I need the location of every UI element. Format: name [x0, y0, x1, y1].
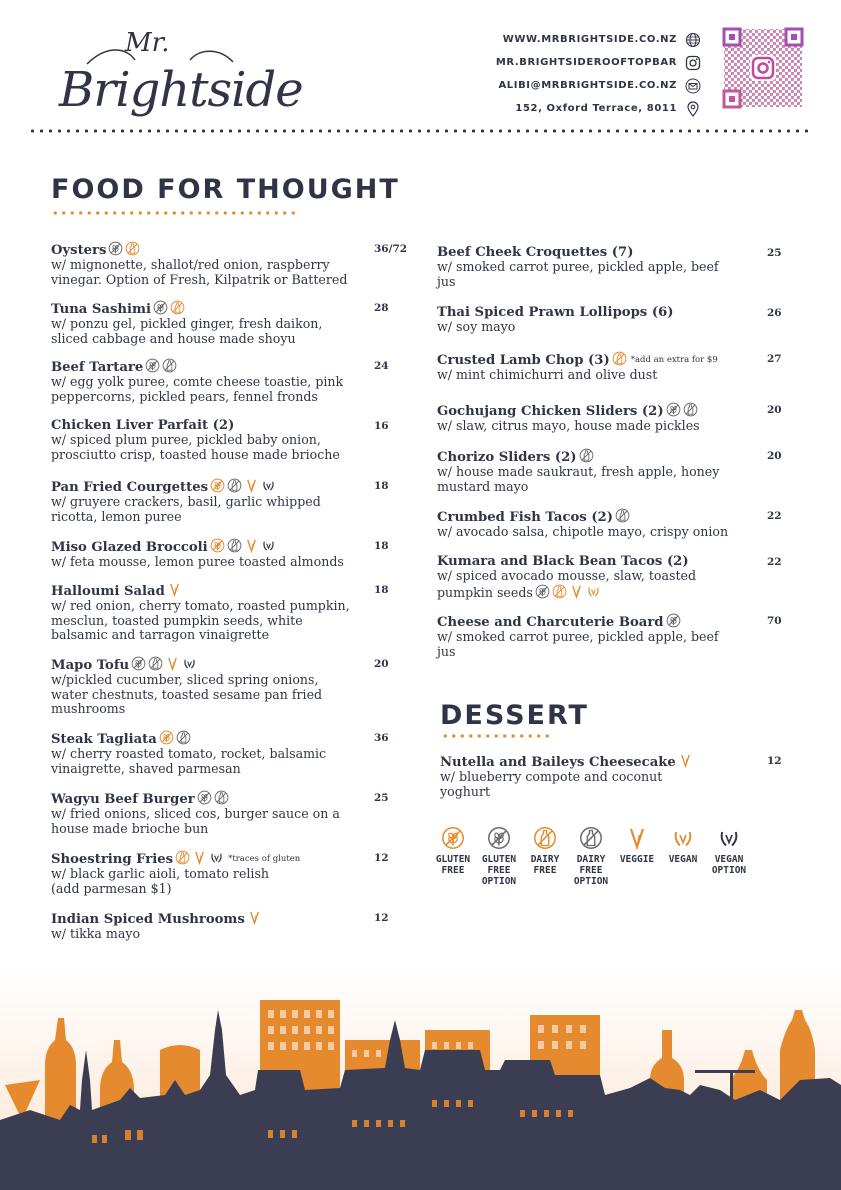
- veggie-icon: [167, 582, 182, 597]
- city-skyline-illustration: [0, 970, 841, 1190]
- dietary-tags: [678, 753, 693, 768]
- menu-item-name-row: [440, 753, 740, 770]
- menu-item-name: Tuna Sashimi: [51, 302, 151, 317]
- dietary-tags: [666, 402, 698, 417]
- veggie-icon: [247, 910, 262, 925]
- veggie-icon: [192, 850, 207, 865]
- menu-item-name: Chorizo Sliders (2): [437, 450, 577, 465]
- menu-item-description: w/ avocado salsa, chipotle mayo, crispy onion: [437, 524, 729, 539]
- dairy-free-icon: [125, 241, 140, 256]
- menu-item-name-row: [437, 245, 737, 260]
- menu-item-price: 16: [374, 420, 389, 432]
- menu-item-price: 22: [767, 510, 782, 522]
- legend-label: OPTION: [481, 876, 517, 887]
- dietary-tags: [579, 448, 594, 463]
- legend-item-df: [524, 826, 566, 887]
- dairy-free-option-icon: [162, 358, 177, 373]
- menu-item: [51, 241, 369, 287]
- dietary-tags: [153, 300, 185, 315]
- menu-item: [437, 305, 737, 335]
- vegan-option-icon: [261, 538, 276, 553]
- veggie-icon: [569, 584, 584, 599]
- contact-instagram[interactable]: [496, 51, 701, 74]
- menu-item-name-row: [51, 358, 369, 375]
- menu-item-name: Cheese and Charcuterie Board: [437, 615, 664, 630]
- menu-item-name-row: [437, 402, 737, 419]
- menu-item: [437, 402, 737, 434]
- menu-item-name-row: [51, 656, 369, 673]
- menu-item: [51, 850, 369, 896]
- dairy-free-icon: [612, 351, 627, 366]
- menu-item-description: w/ spiced plum puree, pickled baby onion,: [51, 432, 321, 447]
- legend-item-veg: [616, 826, 658, 887]
- menu-item-price: 20: [374, 658, 389, 670]
- dairy-free-option-icon: [683, 402, 698, 417]
- dairy-free-icon: [552, 584, 567, 599]
- dietary-tags: [666, 613, 681, 628]
- legend-label: VEGGIE: [619, 854, 655, 865]
- legend-label: FREE: [441, 865, 465, 876]
- menu-item-price: 26: [767, 307, 782, 319]
- menu-item-name: Crusted Lamb Chop (3): [437, 353, 610, 368]
- menu-item-price: 22: [767, 556, 782, 568]
- food-heading-underline: [51, 211, 299, 215]
- dietary-tags: [615, 508, 630, 523]
- gluten-free-option-icon: [153, 300, 168, 315]
- menu-item-description: ricotta, lemon puree: [51, 508, 182, 524]
- legend-label: VEGAN: [714, 854, 744, 865]
- dairy-free-icon: [533, 826, 557, 850]
- legend-label: FREE: [579, 865, 603, 876]
- veggie-icon: [165, 656, 180, 671]
- contact-email[interactable]: [496, 74, 701, 97]
- menu-item-description: w/ red onion, cherry tomato, roasted pumpkin,: [51, 598, 350, 613]
- dietary-tags: [131, 656, 197, 671]
- legend-item-dfo: [570, 826, 612, 887]
- menu-item: [51, 358, 369, 404]
- legend-label: GLUTEN: [435, 854, 471, 865]
- menu-item-description: yoghurt: [440, 783, 491, 799]
- dairy-free-option-icon: [148, 656, 163, 671]
- menu-item-name: Wagyu Beef Burger: [51, 792, 195, 807]
- gluten-free-option-icon: [145, 358, 160, 373]
- menu-item-price: 12: [374, 852, 389, 864]
- menu-item-description: w/ spiced avocado mousse, slaw, toasted: [437, 568, 697, 583]
- menu-item-name-row: [437, 508, 737, 525]
- legend-item-gf: [432, 826, 474, 887]
- menu-item-name-row: [51, 418, 369, 433]
- menu-item-description: pumpkin seeds: [437, 584, 737, 601]
- veggie-icon: [625, 826, 649, 850]
- menu-item: [437, 613, 737, 659]
- veggie-icon: [244, 538, 259, 553]
- menu-item-description: jus: [437, 273, 456, 289]
- gluten-free-option-icon: [666, 613, 681, 628]
- dietary-tags: [159, 730, 191, 745]
- menu-item-name-row: [437, 305, 737, 320]
- gluten-free-option-icon: [535, 584, 550, 599]
- menu-item: [51, 418, 369, 462]
- header-divider: [28, 129, 813, 133]
- menu-item-name: Halloumi Salad: [51, 584, 165, 599]
- menu-item-name-row: [51, 730, 369, 747]
- dessert-heading: DESSERT: [440, 700, 589, 731]
- legend-item-gfo: [478, 826, 520, 887]
- dietary-tags: [167, 582, 182, 597]
- menu-item-description: balsamic and tarragon vinaigrette: [51, 627, 270, 642]
- menu-item-description: w/ cherry roasted tomato, rocket, balsamic: [51, 746, 327, 761]
- dietary-tags: [210, 538, 276, 553]
- menu-item-description: house made brioche bun: [51, 820, 209, 836]
- gluten-free-icon: [210, 538, 225, 553]
- menu-item-note: *add an extra for $9: [630, 355, 718, 365]
- dairy-free-option-icon: [176, 730, 191, 745]
- gluten-free-option-icon: [487, 826, 511, 850]
- menu-item-description: water chestnuts, toasted sesame pan fried: [51, 686, 323, 702]
- menu-item: [51, 538, 369, 570]
- menu-item-name-row: [51, 850, 369, 867]
- menu-item: [437, 245, 737, 289]
- menu-item-description: vinegar. Option of Fresh, Kilpatrik or Battered: [51, 271, 348, 287]
- menu-item-name: Kumara and Black Bean Tacos (2): [437, 554, 689, 569]
- menu-item-name: Chicken Liver Parfait (2): [51, 418, 235, 433]
- menu-item-description: w/ slaw, citrus mayo, house made pickles: [437, 418, 700, 433]
- menu-item-description: mustard mayo: [437, 478, 529, 494]
- menu-item-price: 27: [767, 353, 782, 365]
- dietary-tags: [612, 351, 627, 366]
- menu-item: [51, 478, 369, 524]
- menu-item-price: 25: [767, 247, 782, 259]
- menu-item-name: Oysters: [51, 243, 107, 258]
- menu-item-name: Mapo Tofu: [51, 658, 130, 673]
- menu-item-description: w/ soy mayo: [437, 319, 516, 334]
- menu-item-description: mushrooms: [51, 701, 126, 716]
- dietary-tags: [197, 790, 229, 805]
- menu-item-name-row: [51, 790, 369, 807]
- menu-item: [51, 910, 369, 942]
- dairy-free-option-icon: [214, 790, 229, 805]
- dietary-tags: [175, 850, 224, 865]
- menu-item-description: w/ ponzu gel, pickled ginger, fresh daikon,: [51, 316, 323, 331]
- menu-item-description: vinaigrette, shaved parmesan: [51, 760, 241, 776]
- location-pin-icon: [685, 101, 701, 117]
- dairy-free-option-icon: [615, 508, 630, 523]
- vegan-icon: [586, 584, 601, 599]
- menu-item-name-row: [437, 613, 737, 630]
- menu-item-description: w/ mint chimichurri and olive dust: [437, 367, 658, 382]
- logo-name: Brightside: [59, 62, 303, 118]
- dairy-free-icon: [170, 300, 185, 315]
- menu-item: [51, 730, 369, 776]
- menu-item: [51, 656, 369, 717]
- dairy-free-option-icon: [579, 826, 603, 850]
- contact-website[interactable]: [496, 28, 701, 51]
- vegan-option-icon: [182, 656, 197, 671]
- menu-item-name-row: [51, 478, 369, 495]
- email-text: ALIBI@MRBRIGHTSIDE.CO.NZ: [498, 80, 677, 91]
- menu-item-description: w/ black garlic aioli, tomato relish: [51, 866, 270, 881]
- menu-item-price: 70: [767, 615, 782, 627]
- vegan-option-icon: [717, 826, 741, 850]
- dietary-tags: [535, 584, 601, 599]
- menu-item: [440, 753, 740, 799]
- globe-icon: [685, 32, 701, 48]
- contact-info: [496, 28, 701, 120]
- legend-label: DAIRY: [576, 854, 606, 865]
- instagram-text: MR.BRIGHTSIDEROOFTOPBAR: [495, 57, 677, 68]
- menu-item-description: (add parmesan $1): [51, 880, 172, 896]
- gluten-free-icon: [210, 478, 225, 493]
- menu-item-price: 28: [374, 302, 389, 314]
- menu-item-price: 18: [374, 480, 389, 492]
- vegan-icon: [671, 826, 695, 850]
- dietary-tags: [108, 241, 140, 256]
- dairy-free-option-icon: [227, 478, 242, 493]
- menu-item: [437, 508, 737, 540]
- brand-logo: [55, 28, 303, 128]
- dairy-free-option-icon: [579, 448, 594, 463]
- legend-label: VEGAN: [668, 854, 698, 865]
- menu-item-name: Beef Cheek Croquettes (7): [437, 245, 634, 260]
- menu-item-name-row: [51, 538, 369, 555]
- menu-item-name-row: [51, 582, 369, 599]
- legend-label: FREE: [533, 865, 557, 876]
- legend-label: OPTION: [711, 865, 747, 876]
- menu-item-name: Thai Spiced Prawn Lollipops (6): [437, 305, 674, 320]
- menu-item-price: 20: [767, 450, 782, 462]
- menu-item-description: w/ house made saukraut, fresh apple, honey: [437, 464, 720, 479]
- legend-label: FREE: [487, 865, 511, 876]
- menu-item-price: 12: [767, 755, 782, 767]
- menu-item-name-row: [437, 554, 737, 569]
- website-text: WWW.MRBRIGHTSIDE.CO.NZ: [502, 34, 677, 45]
- menu-item-description: jus: [437, 643, 456, 659]
- menu-item-name: Crumbed Fish Tacos (2): [437, 510, 613, 525]
- contact-address: [496, 97, 701, 120]
- menu-item-name: Gochujang Chicken Sliders (2): [437, 404, 664, 419]
- mail-icon: [685, 78, 701, 94]
- menu-item-description: sliced cabbage and house made shoyu: [51, 330, 296, 346]
- instagram-icon: [685, 55, 701, 71]
- menu-item-name-row: [51, 300, 369, 317]
- legend-item-vgo: [708, 826, 750, 887]
- menu-item-price: 12: [374, 912, 389, 924]
- menu-item-price: 36: [374, 732, 389, 744]
- menu-item: [51, 582, 369, 643]
- menu-item-description: w/ smoked carrot puree, pickled apple, beef: [437, 259, 719, 274]
- menu-item-name: Nutella and Baileys Cheesecake: [440, 755, 676, 770]
- menu-item-name: Pan Fried Courgettes: [51, 480, 209, 495]
- gluten-free-icon: [441, 826, 465, 850]
- legend-label: DAIRY: [530, 854, 560, 865]
- menu-item-name: Shoestring Fries: [51, 852, 174, 867]
- menu-item-description: prosciutto crisp, toasted house made brioche: [51, 446, 340, 462]
- dietary-tags: [145, 358, 177, 373]
- dairy-free-option-icon: [227, 538, 242, 553]
- legend-label: GLUTEN: [481, 854, 517, 865]
- menu-item: [437, 554, 737, 600]
- menu-item-price: 18: [374, 540, 389, 552]
- dessert-heading-underline: [441, 734, 553, 738]
- menu-item-description: w/ egg yolk puree, comte cheese toastie, pink: [51, 374, 344, 389]
- menu-item-description: w/pickled cucumber, sliced spring onions,: [51, 672, 319, 687]
- menu-item: [51, 300, 369, 346]
- qr-code[interactable]: [722, 27, 804, 109]
- menu-item-description: w/ feta mousse, lemon puree toasted almonds: [51, 554, 344, 569]
- menu-item-note: *traces of gluten: [228, 854, 301, 864]
- menu-item-name-row: [437, 351, 737, 368]
- veggie-icon: [244, 478, 259, 493]
- legend-item-vg: [662, 826, 704, 887]
- menu-item-description: mesclun, toasted pumpkin seeds, white: [51, 612, 303, 628]
- menu-item-price: 25: [374, 792, 389, 804]
- gluten-free-option-icon: [666, 402, 681, 417]
- logo-mr: Mr.: [125, 28, 170, 58]
- menu-item-name: Indian Spiced Mushrooms: [51, 912, 245, 927]
- menu-item-price: 36/72: [374, 243, 408, 255]
- menu-item-name-row: [51, 241, 369, 258]
- menu-item: [437, 448, 737, 494]
- menu-item-price: 24: [374, 360, 389, 372]
- menu-item-name-row: [437, 448, 737, 465]
- address-text: 152, Oxford Terrace, 8011: [515, 103, 677, 114]
- menu-item-description: w/ tikka mayo: [51, 926, 141, 941]
- menu-item-name: Steak Tagliata: [51, 732, 157, 747]
- menu-item: [437, 351, 737, 383]
- menu-item-description: w/ mignonette, shallot/red onion, raspberry: [51, 257, 330, 272]
- dietary-tags: [210, 478, 276, 493]
- vegan-option-icon: [261, 478, 276, 493]
- gluten-free-icon: [159, 730, 174, 745]
- menu-item-price: 20: [767, 404, 782, 416]
- dietary-legend: [432, 826, 750, 887]
- menu-item-description: peppercorns, pickled pears, fennel fronds: [51, 388, 318, 404]
- menu-item-description: w/ blueberry compote and coconut: [440, 769, 663, 784]
- veggie-icon: [678, 753, 693, 768]
- gluten-free-option-icon: [197, 790, 212, 805]
- menu-item-description: w/ smoked carrot puree, pickled apple, beef: [437, 629, 719, 644]
- menu-item: [51, 790, 369, 836]
- food-heading: FOOD FOR THOUGHT: [51, 174, 400, 205]
- gluten-free-option-icon: [108, 241, 123, 256]
- legend-label: OPTION: [573, 876, 609, 887]
- dietary-tags: [247, 910, 262, 925]
- menu-item-description: w/ fried onions, sliced cos, burger sauce on a: [51, 806, 340, 821]
- menu-item-name: Beef Tartare: [51, 360, 144, 375]
- gluten-free-option-icon: [131, 656, 146, 671]
- menu-item-description: w/ gruyere crackers, basil, garlic whipped: [51, 494, 321, 509]
- vegan-option-icon: [209, 850, 224, 865]
- menu-item-price: 18: [374, 584, 389, 596]
- dairy-free-icon: [175, 850, 190, 865]
- menu-item-name: Miso Glazed Broccoli: [51, 540, 208, 555]
- menu-item-name-row: [51, 910, 369, 927]
